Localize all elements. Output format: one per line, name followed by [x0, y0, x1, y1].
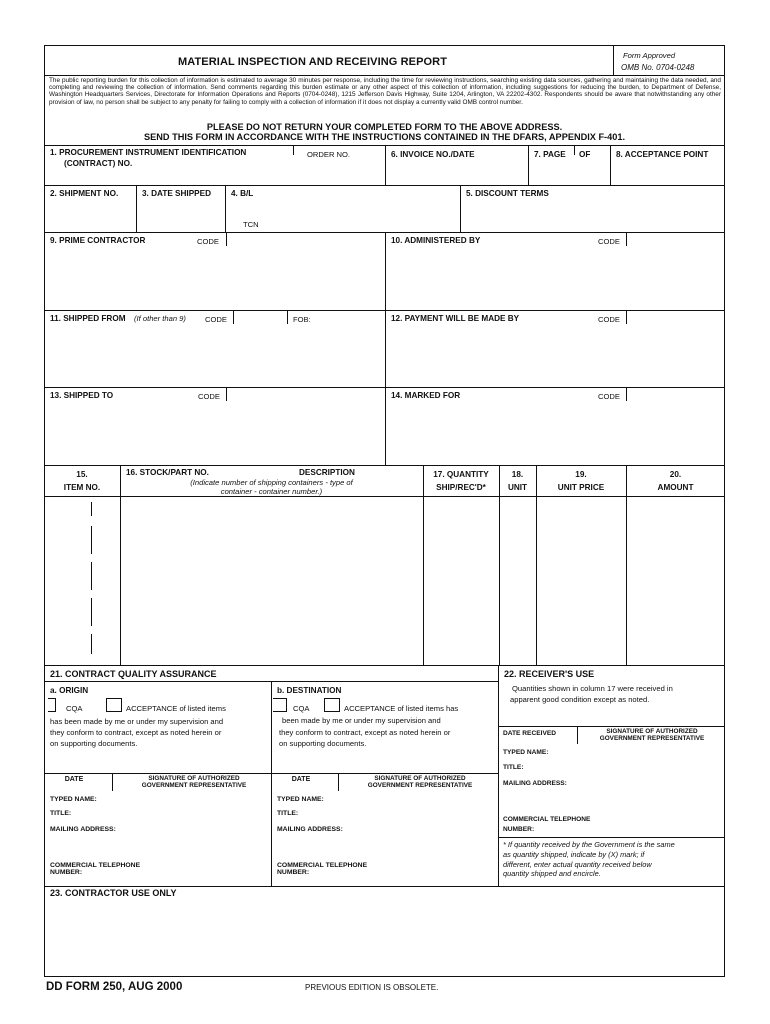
receiver-note: * If quantity received by the Government is the same as quantity shipped, indicate by (X) mark; if different, enter actual quantity received below quantity shipped and encircle. [503, 840, 675, 879]
divider [44, 465, 725, 466]
field-11-note: (If other than 9) [134, 314, 186, 323]
code-label: CODE [598, 237, 620, 246]
dest-acceptance-label: ACCEPTANCE of listed items has [344, 704, 459, 713]
receiver-statement-1: Quantities shown in column 17 were received in [512, 684, 673, 693]
field-12-label: 12. PAYMENT WILL BE MADE BY [391, 314, 520, 323]
dest-mailing-address: MAILING ADDRESS: [277, 826, 343, 833]
origin-statement-3: on supporting documents. [50, 739, 138, 748]
field-2-label: 2. SHIPMENT NO. [50, 189, 119, 198]
origin-cqa-box[interactable] [48, 698, 56, 712]
divider [460, 185, 461, 232]
col-16-description: DESCRIPTION [299, 468, 355, 477]
dest-typed-name: TYPED NAME: [277, 796, 324, 803]
dest-statement-1: been made by me or under my supervision and [282, 716, 441, 725]
divider [528, 145, 529, 185]
burden-statement: The public reporting burden for this collection of information is estimated to average 30 minutes per response, including the time for reviewing instructions, searching existing data sources, gathering and maintaining the data needed, and completing and reviewing the collection of information. Send comments regarding this burden estimate or any other aspect of this collection of information, including suggestions for reducing the burden, to Department of Defense, Washington Headquarters Services, Directorate for Information Operations and Reports (0704-0248), 1215 Jefferson Davis Highway, Suite 1204, Arlington, VA 22202-4302. Respondents should be aware that notwithstanding any other provision of law, no person shall be subject to any penalty for failing to comply with a collection of information if it does not display a currently valid OMB control number. [49, 77, 721, 106]
dest-cqa-label: CQA [293, 704, 310, 713]
divider [626, 232, 627, 246]
item-tick [91, 562, 92, 590]
tcn-label: TCN [243, 220, 259, 229]
item-tick [91, 634, 92, 654]
origin-phone: COMMERCIAL TELEPHONE NUMBER: [50, 862, 141, 877]
origin-date-label: DATE [64, 776, 84, 783]
dest-date-label: DATE [291, 776, 311, 783]
code-label: CODE [598, 392, 620, 401]
code-label: CODE [598, 315, 620, 324]
col-20-label: AMOUNT [657, 483, 694, 492]
divider [498, 837, 725, 838]
col-16-label: 16. STOCK/PART NO. [126, 468, 209, 477]
notice-line-1: PLEASE DO NOT RETURN YOUR COMPLETED FORM TO THE ABOVE ADDRESS. [206, 122, 563, 132]
dest-title: TITLE: [277, 810, 299, 817]
dest-statement-3: on supporting documents. [279, 739, 367, 748]
divider [112, 773, 113, 791]
col-18-label: UNIT [507, 483, 528, 492]
divider [574, 145, 575, 155]
of-label: OF [579, 150, 591, 159]
receiver-statement-2: apparent good condition except as noted. [510, 695, 650, 704]
divider [287, 310, 288, 324]
divider [44, 75, 725, 76]
dest-signature-label: SIGNATURE OF AUTHORIZED GOVERNMENT REPRESENTATIVE [367, 775, 473, 790]
field-8-label: 8. ACCEPTANCE POINT [616, 150, 709, 159]
field-13-label: 13. SHIPPED TO [50, 391, 114, 400]
field-6-label: 6. INVOICE NO./DATE [391, 150, 475, 159]
section-23-title: 23. CONTRACTOR USE ONLY [50, 888, 177, 898]
item-tick [91, 526, 92, 554]
origin-cqa-label: CQA [66, 704, 83, 713]
dest-cqa-box[interactable] [273, 698, 287, 712]
origin-title: TITLE: [50, 810, 72, 817]
col-20-num: 20. [669, 470, 682, 479]
origin-statement-2: they conform to contract, except as noted herein or [50, 728, 222, 737]
field-1-label: 1. PROCUREMENT INSTRUMENT IDENTIFICATION [50, 148, 247, 157]
divider [626, 387, 627, 401]
signature-line [44, 773, 271, 774]
field-10-label: 10. ADMINISTERED BY [391, 236, 481, 245]
col-17-sub: SHIP/REC'D* [436, 483, 486, 492]
divider [610, 145, 611, 185]
field-5-label: 5. DISCOUNT TERMS [466, 189, 549, 198]
divider [536, 465, 537, 665]
origin-acceptance-label: ACCEPTANCE of listed items [126, 704, 226, 713]
divider [293, 145, 294, 155]
divider [44, 185, 725, 186]
divider [613, 45, 614, 75]
form-title: MATERIAL INSPECTION AND RECEIVING REPORT [178, 56, 448, 68]
date-received-label: DATE RECEIVED [503, 730, 557, 737]
col-19-num: 19. [575, 470, 587, 479]
dest-acceptance-box[interactable] [324, 698, 340, 712]
col-19-label: UNIT PRICE [557, 483, 605, 492]
item-tick [91, 598, 92, 626]
divider [136, 185, 137, 232]
col-15-num: 15. [76, 470, 88, 479]
receiver-phone: COMMERCIAL TELEPHONE NUMBER: [503, 816, 591, 833]
origin-statement-1: has been made by me or under my supervision and [50, 717, 224, 726]
section-21-title: 21. CONTRACT QUALITY ASSURANCE [50, 669, 217, 679]
field-4-label: 4. B/L [231, 189, 254, 198]
col-16-note-1: (Indicate number of shipping containers - type of [190, 478, 353, 487]
col-16-note-2: container - container number.) [220, 487, 323, 496]
col-17-label: 17. QUANTITY [433, 470, 489, 479]
divider [233, 310, 234, 324]
divider [44, 886, 725, 887]
divider [423, 465, 424, 665]
dest-phone: COMMERCIAL TELEPHONE NUMBER: [277, 862, 368, 877]
code-label: CODE [205, 315, 227, 324]
notice-line-2: SEND THIS FORM IN ACCORDANCE WITH THE INSTRUCTIONS CONTAINED IN THE DFARS, APPENDIX F-401. [144, 132, 625, 142]
divider [385, 145, 386, 185]
divider [626, 310, 627, 324]
field-9-label: 9. PRIME CONTRACTOR [50, 236, 146, 245]
fob-label: FOB: [293, 315, 311, 324]
field-3-label: 3. DATE SHIPPED [142, 189, 212, 198]
field-14-label: 14. MARKED FOR [391, 391, 461, 400]
origin-label: a. ORIGIN [50, 686, 89, 695]
divider [385, 232, 386, 465]
receiver-signature-label: SIGNATURE OF AUTHORIZED GOVERNMENT REPRESENTATIVE [599, 728, 705, 743]
divider [226, 232, 227, 246]
field-11-label: 11. SHIPPED FROM [50, 314, 126, 323]
receiver-typed-name: TYPED NAME: [503, 749, 549, 756]
divider [499, 465, 500, 665]
form-number: DD FORM 250, AUG 2000 [46, 981, 183, 993]
item-tick [91, 502, 92, 516]
signature-line [271, 773, 498, 774]
divider [498, 665, 499, 886]
omb-number: OMB No. 0704-0248 [621, 63, 695, 72]
field-1-label-2: (CONTRACT) NO. [64, 159, 133, 168]
code-label: CODE [198, 392, 220, 401]
order-no-label: ORDER NO. [307, 150, 351, 159]
section-22-title: 22. RECEIVER'S USE [504, 669, 595, 679]
divider [44, 310, 725, 311]
divider [226, 387, 227, 401]
origin-mailing-address: MAILING ADDRESS: [50, 826, 116, 833]
divider [271, 681, 272, 886]
divider [225, 185, 226, 232]
origin-typed-name: TYPED NAME: [50, 796, 97, 803]
divider [44, 496, 725, 497]
field-7-label: 7. PAGE [534, 150, 566, 159]
divider [577, 726, 578, 744]
col-15-label: ITEM NO. [63, 483, 101, 492]
receiver-mailing-address: MAILING ADDRESS: [503, 780, 567, 787]
form-approved: Form Approved [623, 51, 676, 60]
origin-signature-label: SIGNATURE OF AUTHORIZED GOVERNMENT REPRESENTATIVE [141, 775, 247, 790]
divider [44, 387, 725, 388]
dest-statement-2: they conform to contract, except as noted herein or [279, 728, 451, 737]
receiver-title: TITLE: [503, 764, 524, 771]
previous-edition-note: PREVIOUS EDITION IS OBSOLETE. [305, 983, 439, 992]
divider [626, 465, 627, 665]
destination-label: b. DESTINATION [277, 686, 342, 695]
code-label: CODE [197, 237, 219, 246]
divider [338, 773, 339, 791]
origin-acceptance-box[interactable] [106, 698, 122, 712]
signature-line [498, 726, 725, 727]
col-18-num: 18. [511, 470, 524, 479]
divider [44, 665, 725, 666]
